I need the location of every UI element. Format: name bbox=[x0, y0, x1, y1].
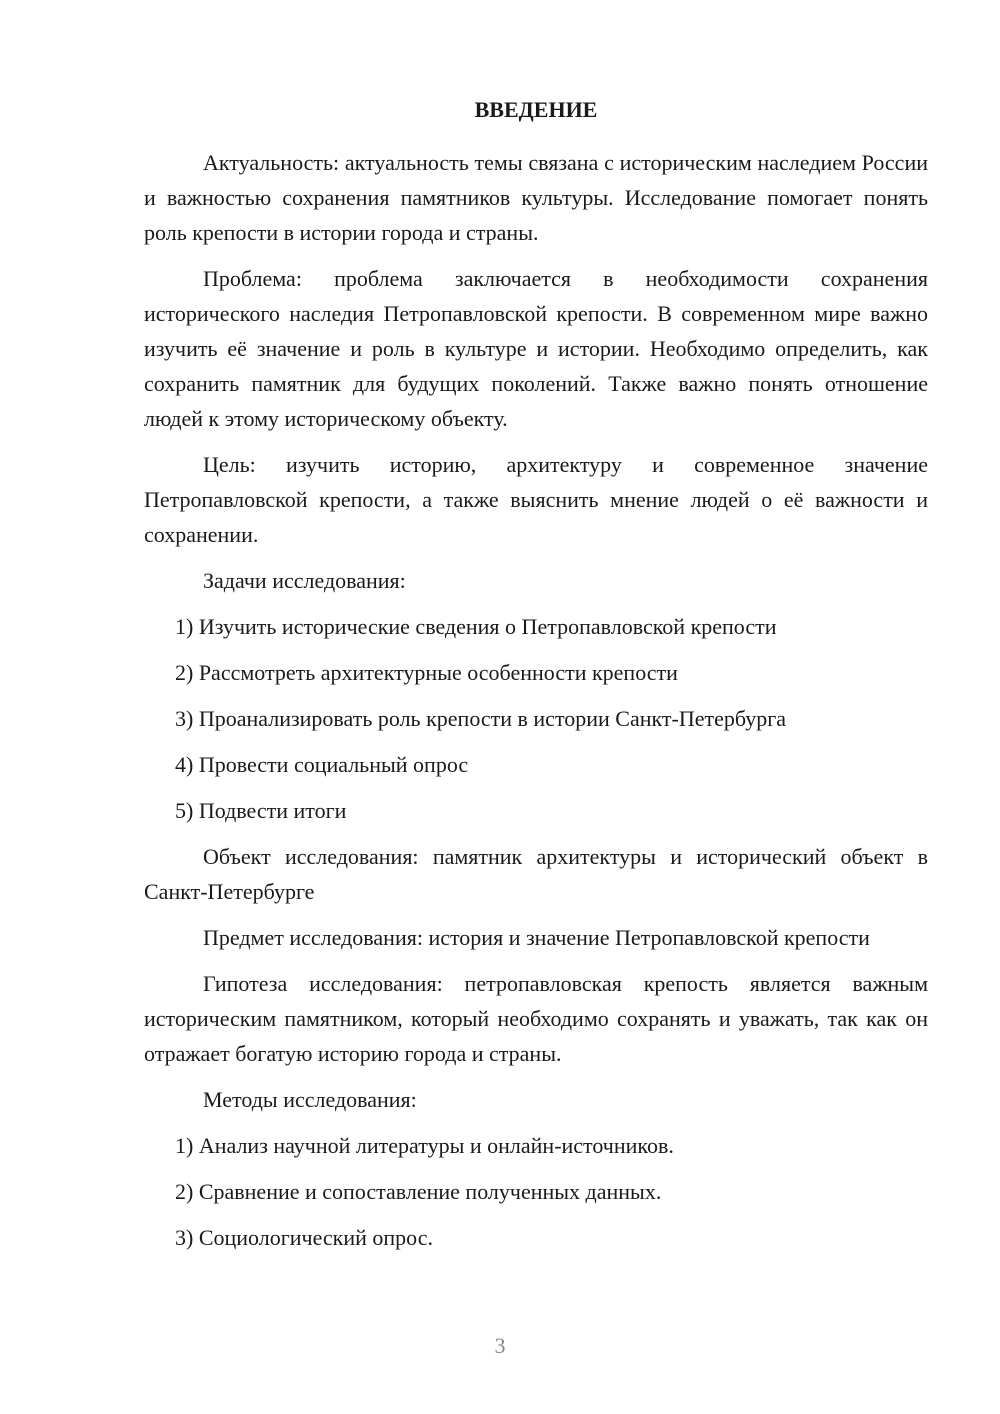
list-item: 1) Изучить исторические сведения о Петропавловской крепости bbox=[175, 614, 777, 639]
list-item: 2) Сравнение и сопоставление полученных данных. bbox=[175, 1179, 662, 1204]
object-paragraph: Объект исследования: памятник архитектуры и исторический объект в Санкт-Петербурге bbox=[144, 844, 928, 904]
list-item: 4) Провести социальный опрос bbox=[175, 752, 469, 777]
hypothesis-paragraph: Гипотеза исследования: петропавловская крепость является важным историческим памятником, который необходимо сохранять и уважать, так как он отражает богатую историю города и страны. bbox=[144, 971, 928, 1066]
list-item: 2) Рассмотреть архитектурные особенности крепости bbox=[175, 660, 678, 685]
methods-list bbox=[144, 1128, 928, 1255]
list-item: 3) Социологический опрос. bbox=[175, 1225, 433, 1250]
relevance-paragraph: Актуальность: актуальность темы связана с историческим наследием России и важностью сохранения памятников культуры. Исследование помогает понять роль крепости в истории города и страны. bbox=[144, 150, 928, 245]
list-item: 5) Подвести итоги bbox=[175, 798, 347, 823]
list-item: 1) Анализ научной литературы и онлайн-источников. bbox=[175, 1133, 674, 1158]
list-item: 3) Проанализировать роль крепости в истории Санкт-Петербурга bbox=[175, 706, 787, 731]
methods-label: Методы исследования: bbox=[203, 1087, 417, 1112]
goal-paragraph: Цель: изучить историю, архитектуру и современное значение Петропавловской крепости, а также выяснить мнение людей о её важности и сохранении. bbox=[144, 452, 928, 547]
tasks-list bbox=[144, 609, 928, 828]
page-number: 3 bbox=[494, 1333, 506, 1358]
page-title: ВВЕДЕНИЕ bbox=[474, 97, 598, 122]
document-page bbox=[144, 95, 928, 1266]
problem-paragraph: Проблема: проблема заключается в необходимости сохранения исторического наследия Петропавловской крепости. В современном мире важно изучить её значение и роль в культуре и истории. Необходимо определить, как сохранить памятник для будущих поколений. Также важно понять отношение людей к этому историческому объекту. bbox=[144, 266, 928, 431]
subject-paragraph: Предмет исследования: история и значение Петропавловской крепости bbox=[203, 925, 870, 950]
tasks-label: Задачи исследования: bbox=[203, 568, 406, 593]
